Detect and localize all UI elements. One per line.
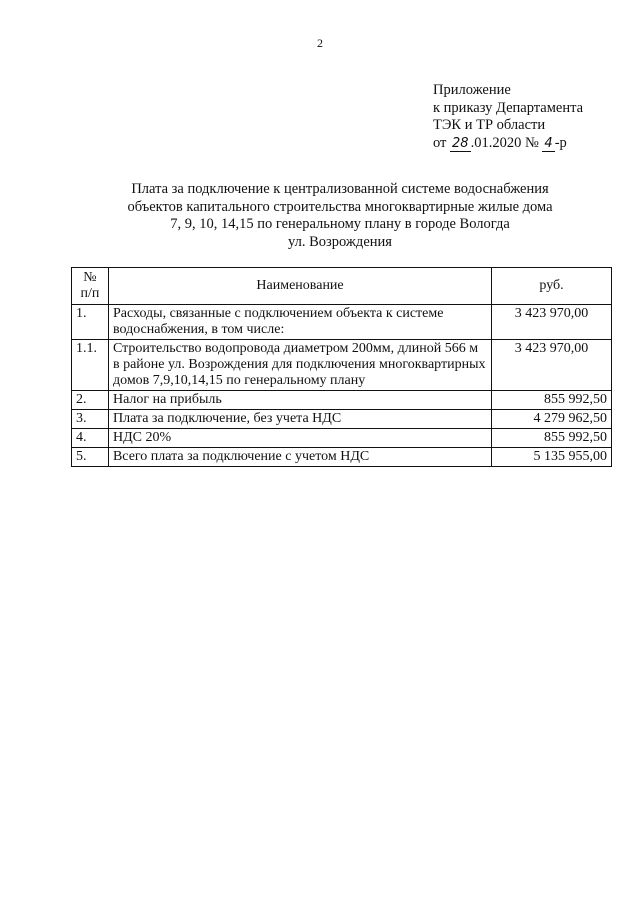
appendix-block [433,82,583,152]
row-name: НДС 20% [108,429,491,448]
appendix-line-2: к приказу Департамента [433,99,584,116]
appendix-date-line [433,135,583,153]
row-value: 5 135 955,00 [492,448,612,467]
row-num: 3. [72,410,109,429]
date-prefix: от [433,134,447,151]
row-name: Всего плата за подключение с учетом НДС [108,448,491,467]
tariff-table [71,267,612,467]
table-row [72,305,612,340]
table-row [72,340,612,391]
row-value: 4 279 962,50 [492,410,612,429]
row-name: Плата за подключение, без учета НДС [108,410,491,429]
header-rub: руб. [492,268,612,305]
row-value: 3 423 970,00 [492,305,612,340]
appendix-line-3: ТЭК и ТР области [433,117,546,133]
header-num [72,268,109,305]
date-rest: .01.2020 № [470,134,539,151]
title-line-4: ул. Возрождения [288,233,392,250]
page-number: 2 [317,36,323,50]
table-row [72,429,612,448]
order-suffix: -р [554,134,567,151]
row-num: 5. [72,448,109,467]
row-num: 2. [72,391,109,410]
row-value: 855 992,50 [492,391,612,410]
header-num-line1: № [83,270,97,285]
date-day: 28 [452,135,469,151]
row-num: 1. [72,305,109,340]
header-name: Наименование [108,268,491,305]
title-line-2: объектов капитального строительства многоквартирные жилые дома [127,198,553,215]
title-line-1: Плата за подключение к централизованной системе водоснабжения [131,181,549,197]
row-value: 3 423 970,00 [492,340,612,391]
row-value: 855 992,50 [492,429,612,448]
table-row [72,448,612,467]
row-name: Расходы, связанные с подключением объекта к системе водоснабжения, в том числе: [108,305,491,340]
appendix-line-1: Приложение [433,82,511,98]
row-num: 4. [72,429,109,448]
table-header-row [72,268,612,305]
table-row [72,410,612,429]
row-name: Налог на прибыль [108,391,491,410]
order-number: 4 [544,135,553,151]
header-num-line2: п/п [80,286,100,301]
row-num: 1.1. [72,340,109,391]
document-title [70,181,610,251]
table-row [72,391,612,410]
row-name: Строительство водопровода диаметром 200мм, длиной 566 м в районе ул. Возрождения для подключения многоквартирных домов 7,9,10,14,15 по генеральному плану [108,340,491,391]
title-line-3: 7, 9, 10, 14,15 по генеральному плану в городе Вологда [170,216,510,232]
